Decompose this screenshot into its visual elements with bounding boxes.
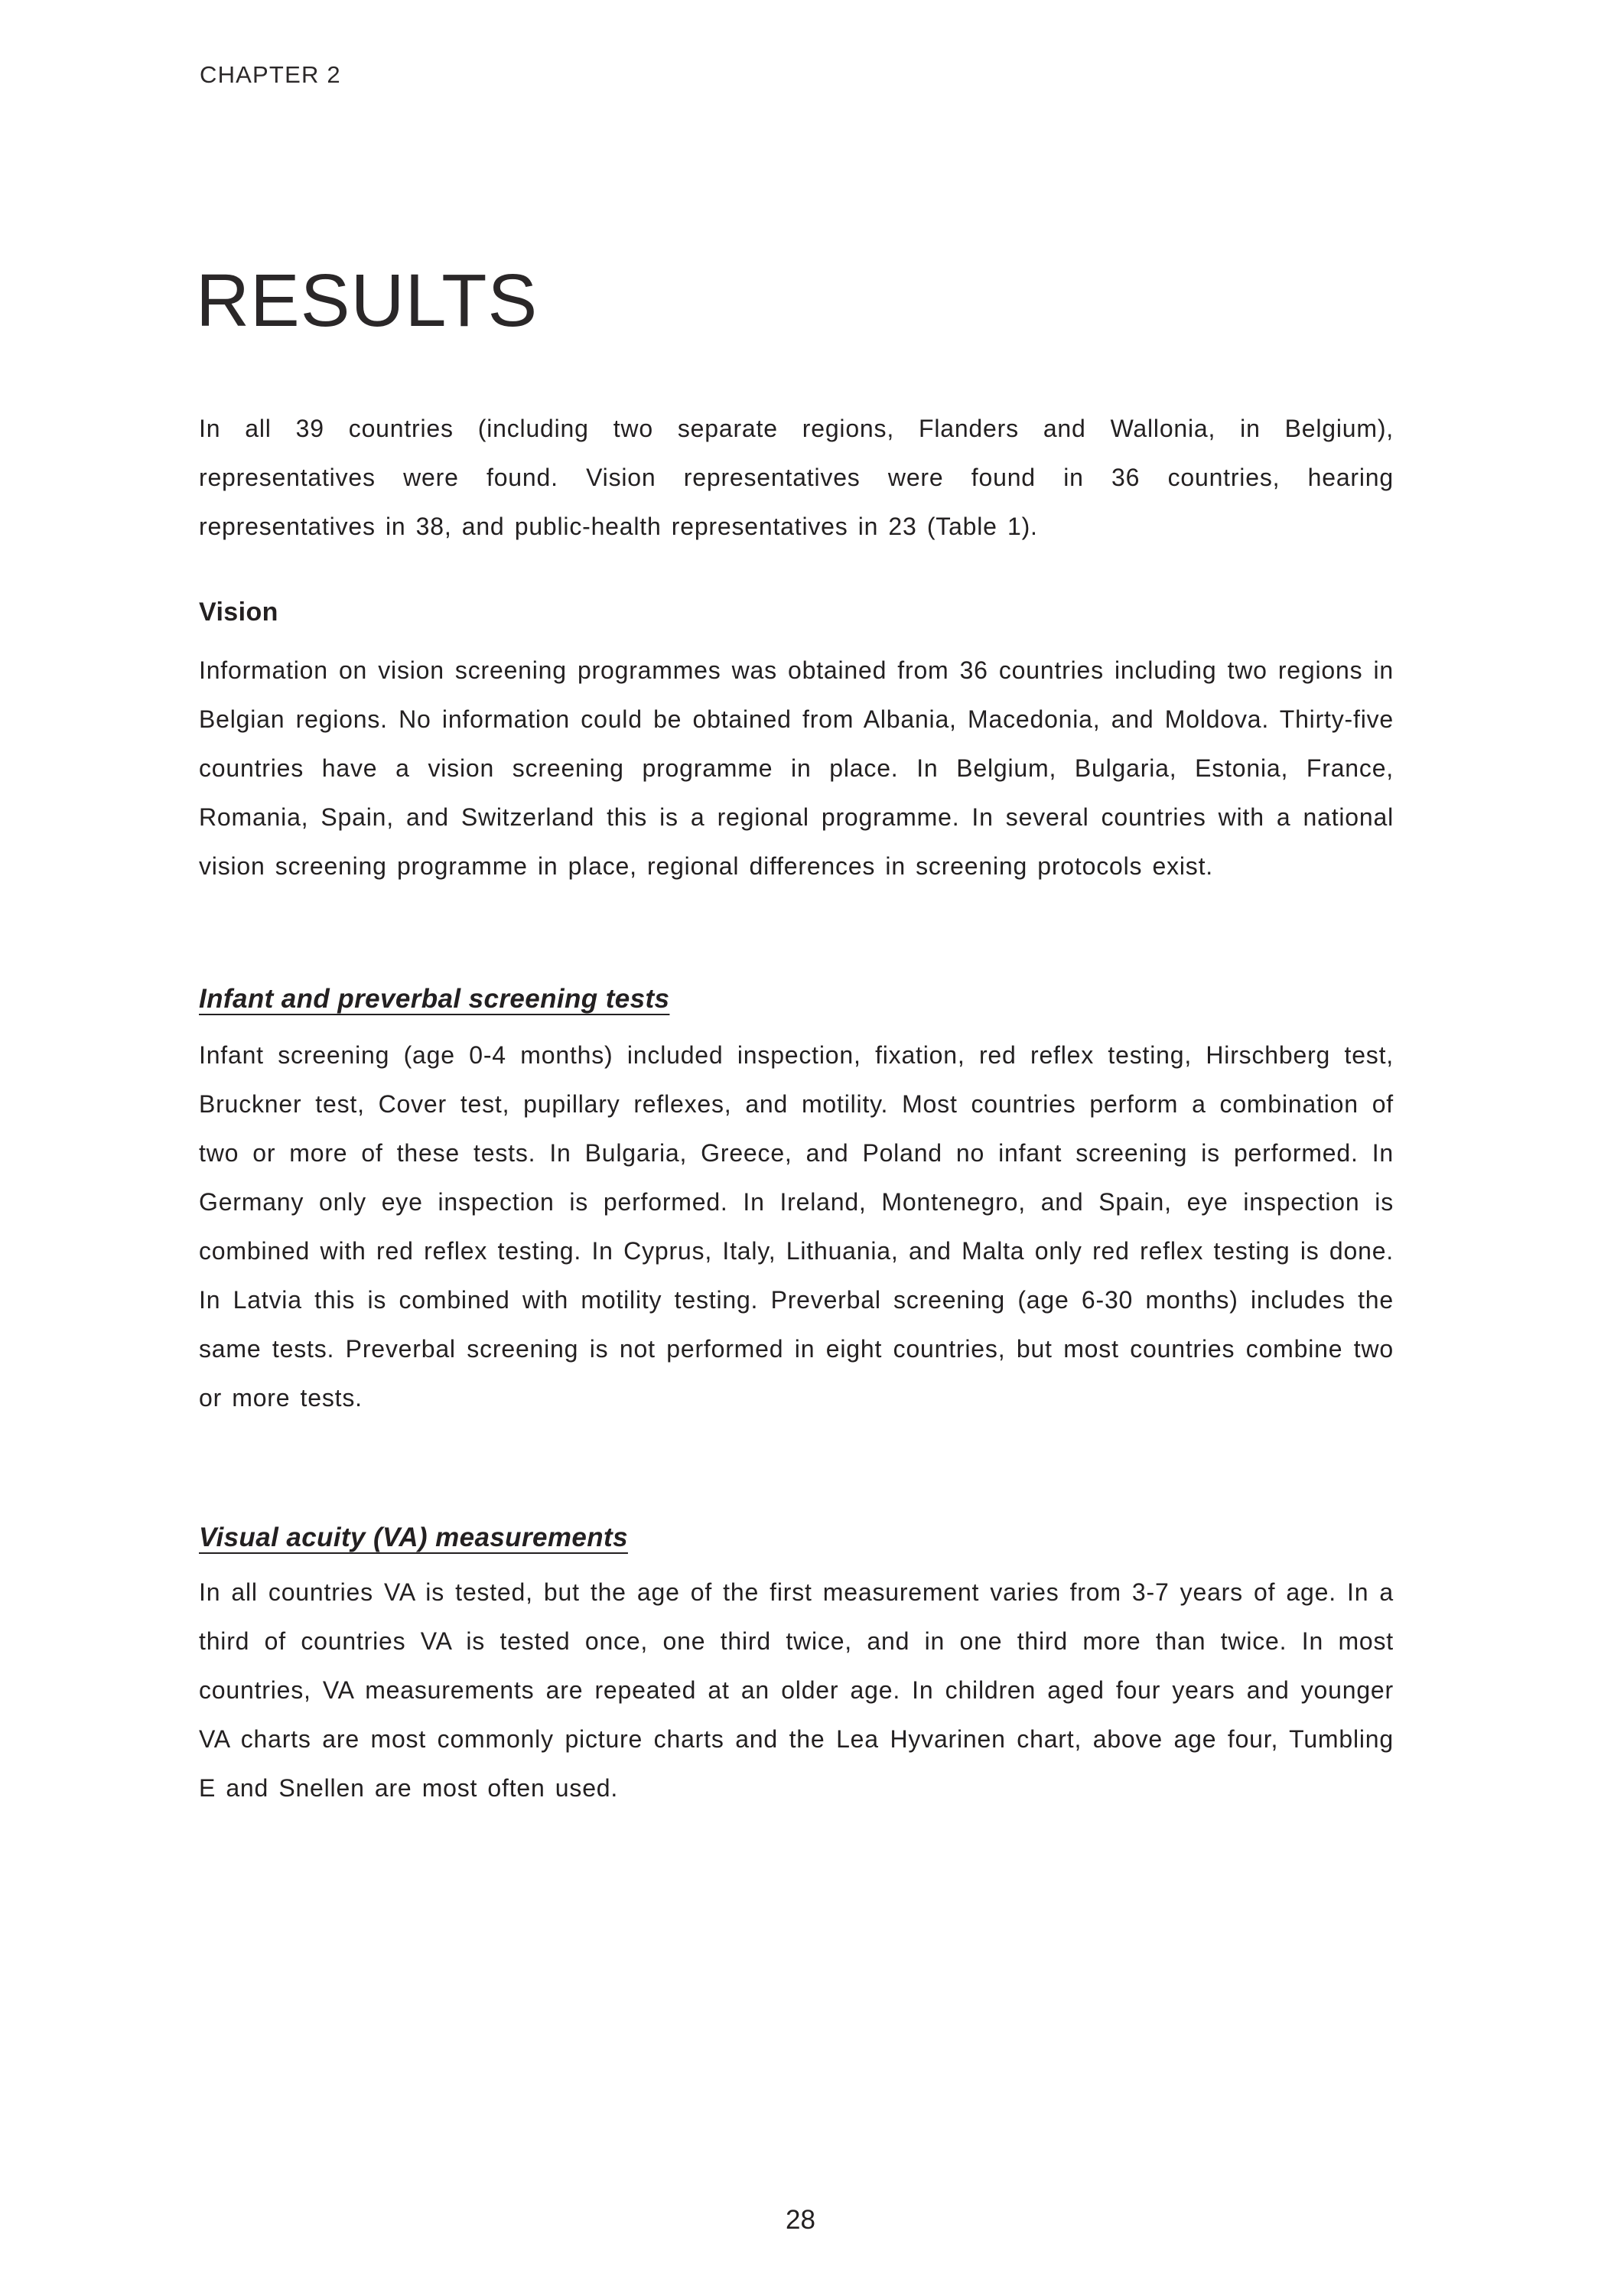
vision-section-paragraph: Information on vision screening programmes was obtained from 36 countries including two regions in Belgian regions. No information could be obtained from Albania, Macedonia, and Moldova. Thirty-five countries have a vision screening programme in place. In Belgium, Bulgaria, Estonia, France, Romania, Spain, and Switzerland this is a regional programme. In several countries with a national vision screening programme in place, regional differences in screening protocols exist. bbox=[199, 656, 1394, 880]
chapter-label: CHAPTER 2 bbox=[200, 61, 341, 88]
visual-acuity-paragraph: In all countries VA is tested, but the age of the first measurement varies from 3-7 years of age. In a third of countries VA is tested once, one third twice, and in one third more than twice. In most countries, VA measurements are repeated at an older age. In children aged four years and younger VA charts are most commonly picture charts and the Lea Hyvarinen chart, above age four, Tumbling E and Snellen are most often used. bbox=[199, 1578, 1394, 1802]
intro-paragraph: In all 39 countries (including two separate regions, Flanders and Wallonia, in Belgium), representatives were found. Vision representatives were found in 36 countries, hearing representatives in 38, and public-health representatives in 23 (Table 1). bbox=[199, 415, 1394, 540]
visual-acuity-heading: Visual acuity (VA) measurements bbox=[199, 1523, 628, 1552]
vision-section-heading: Vision bbox=[199, 598, 278, 627]
page-number: 28 bbox=[786, 2205, 815, 2235]
infant-screening-paragraph: Infant screening (age 0-4 months) included inspection, fixation, red reflex testing, Hirschberg test, Bruckner test, Cover test, pupillary reflexes, and motility. Most countries perform a combination of two or more of these tests. In Bulgaria, Greece, and Poland no infant screening is performed. In Germany only eye inspection is performed. In Ireland, Montenegro, and Spain, eye inspection is combined with red reflex testing. In Cyprus, Italy, Lithuania, and Malta only red reflex testing is done. In Latvia this is combined with motility testing. Preverbal screening (age 6-30 months) includes the same tests. Preverbal screening is not performed in eight countries, but most countries combine two or more tests. bbox=[199, 1041, 1394, 1412]
infant-screening-heading: Infant and preverbal screening tests bbox=[199, 984, 670, 1014]
page-title: RESULTS bbox=[196, 259, 539, 342]
